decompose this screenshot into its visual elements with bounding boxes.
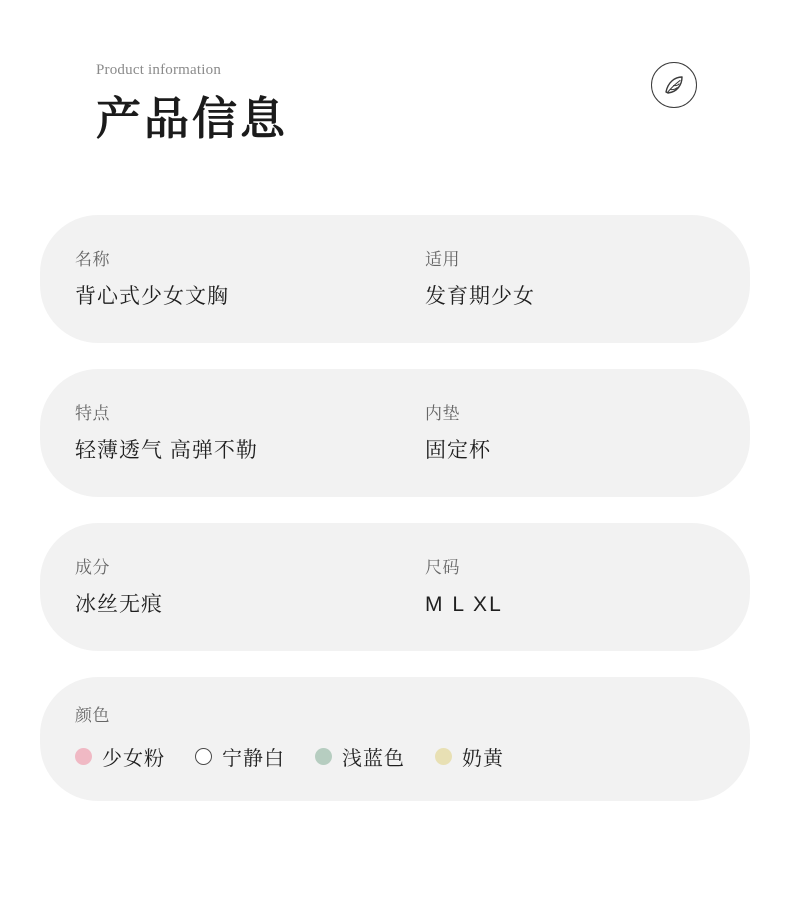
field-group-material — [75, 559, 425, 615]
color-dot-icon — [195, 748, 212, 765]
field-label: 名称 — [75, 250, 110, 269]
page-eyebrow: Product information — [96, 62, 222, 78]
info-card-features — [40, 369, 750, 497]
info-card-name — [40, 215, 750, 343]
leaf-icon — [661, 72, 687, 98]
field-group-size — [425, 559, 750, 615]
field-label: 尺码 — [425, 558, 460, 577]
page-header — [0, 0, 790, 215]
field-group-name — [75, 251, 425, 307]
color-swatch-item[interactable] — [195, 742, 285, 771]
color-swatch-item[interactable] — [435, 742, 504, 771]
field-value: 发育期少女 — [425, 285, 535, 308]
field-label: 特点 — [75, 404, 110, 423]
info-card-colors — [40, 677, 750, 801]
field-group-padding — [425, 405, 750, 461]
leaf-badge — [651, 62, 697, 108]
field-value: 背心式少女文胸 — [75, 285, 229, 308]
color-label: 少女粉 — [102, 748, 165, 770]
color-dot-icon — [315, 748, 332, 765]
field-group-colors — [75, 707, 750, 771]
field-group-features — [75, 405, 425, 461]
color-swatch-item[interactable] — [75, 742, 165, 771]
info-cards — [0, 215, 790, 801]
field-label: 颜色 — [75, 706, 110, 725]
color-swatch-row — [75, 742, 750, 771]
field-label: 内垫 — [425, 404, 460, 423]
color-dot-icon — [435, 748, 452, 765]
field-value: 冰丝无痕 — [75, 593, 163, 616]
color-label: 浅蓝色 — [342, 748, 405, 770]
color-label: 奶黄 — [462, 748, 504, 770]
color-label: 宁静白 — [222, 748, 285, 770]
field-value: 固定杯 — [425, 439, 491, 462]
color-dot-icon — [75, 748, 92, 765]
color-swatch-item[interactable] — [315, 742, 405, 771]
info-card-material — [40, 523, 750, 651]
field-group-audience — [425, 251, 750, 307]
field-label: 成分 — [75, 558, 110, 577]
field-label: 适用 — [425, 250, 460, 269]
page-title: 产品信息 — [96, 92, 289, 145]
field-value: 轻薄透气 高弹不勒 — [75, 439, 258, 462]
field-value: M L XL — [425, 593, 503, 616]
